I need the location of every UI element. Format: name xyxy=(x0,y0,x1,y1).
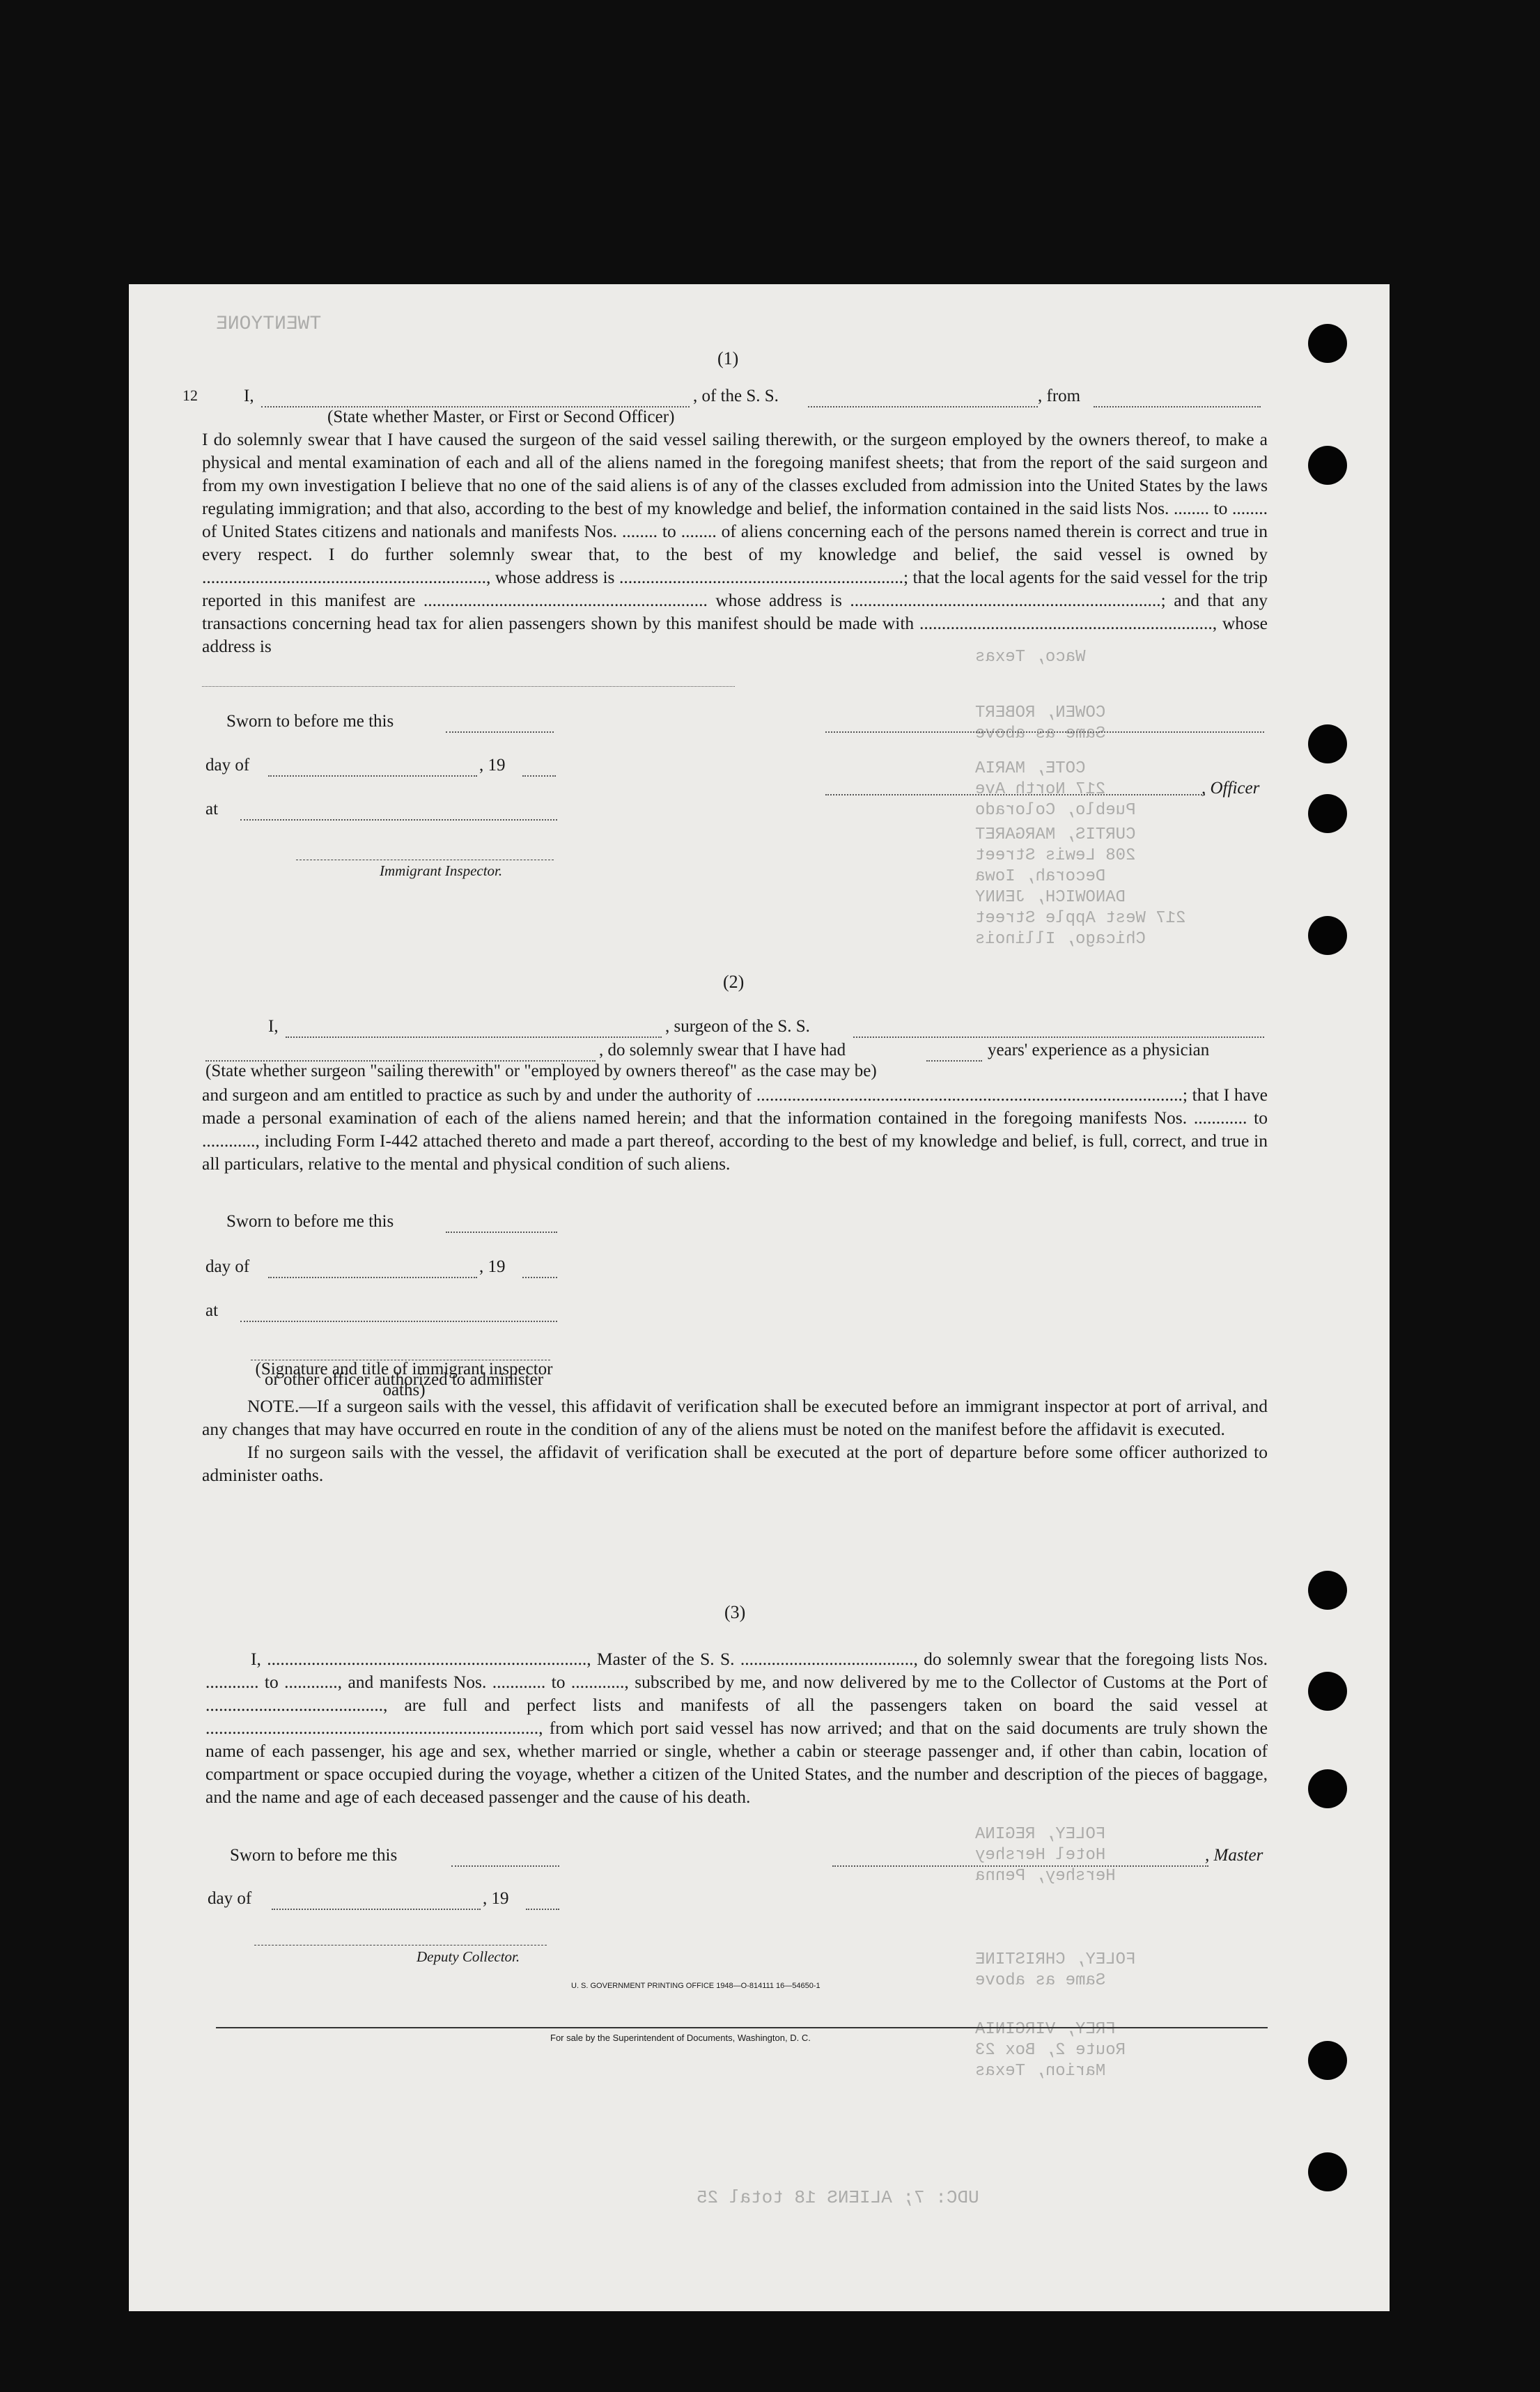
sworn-date-field[interactable] xyxy=(446,1232,557,1233)
punch-hole xyxy=(1308,2041,1347,2080)
day-of-label: day of xyxy=(205,756,250,775)
bleed-through-text: UDC: 7; ALIENS 18 total 25 xyxy=(697,2187,979,2208)
bleed-through-text: Hershey, Penna xyxy=(975,1867,1116,1886)
margin-mark: 12 xyxy=(182,387,198,404)
month-field[interactable] xyxy=(272,1909,481,1910)
note-lead: NOTE. xyxy=(247,1396,300,1416)
master-label: , Master xyxy=(1205,1846,1263,1865)
bleed-through-text: Same as above xyxy=(975,1971,1106,1990)
bleed-through-text: COWEN, ROBERT xyxy=(975,704,1106,722)
day-of-label: day of xyxy=(205,1257,250,1276)
sale-notice: For sale by the Superintendent of Documents, Washington, D. C. xyxy=(550,2033,811,2043)
officer-signature-field[interactable] xyxy=(825,794,1205,795)
year-label: , 19 xyxy=(483,1889,509,1908)
punch-hole xyxy=(1308,794,1347,833)
year-label: , 19 xyxy=(479,756,506,775)
surgeon-note xyxy=(202,1395,1268,1486)
collector-label: Deputy Collector. xyxy=(417,1948,520,1965)
surgeon-vessel-field[interactable] xyxy=(853,1036,1264,1038)
surgeon-name-field[interactable] xyxy=(286,1036,662,1038)
bleed-through-text: CURTIS, MARGARET xyxy=(975,825,1136,844)
punch-hole xyxy=(1308,2152,1347,2191)
surgeon-oath-text: and surgeon and am entitled to practice as such by and under the authority of ................................................................................................; that I have made a personal examination of each of the aliens named herein; and that the information contained in the foregoing manifests Nos. ............ to ............, including Form I-442 attached thereto and made a part thereof, according to the best of my knowledge and belief, is full, correct, and true in all particulars, relative to the mental and physical condition of such aliens. xyxy=(202,1085,1268,1174)
master-oath xyxy=(202,428,1268,658)
bleed-through-text: 208 Lewis Street xyxy=(975,846,1136,865)
signature-caption: (Signature and title of immigrant inspector or other officer authorized to administer oaths) xyxy=(255,1360,553,1399)
year-field[interactable] xyxy=(522,775,556,777)
surgeon-oath xyxy=(202,1083,1268,1175)
from-label: , from xyxy=(1038,387,1081,405)
bleed-through-text: Route 2, Box 23 xyxy=(975,2041,1126,2060)
year-field[interactable] xyxy=(522,1277,557,1278)
bleed-through-text: FOLEY, REGINA xyxy=(975,1825,1106,1844)
gpo-imprint: U. S. GOVERNMENT PRINTING OFFICE 1948—O-814111 16—54650-1 xyxy=(571,1982,820,1990)
bleed-through-text: Hotel Hershey xyxy=(975,1846,1106,1865)
vessel-line-label: , of the S. S. xyxy=(693,387,779,405)
month-field[interactable] xyxy=(268,775,477,777)
day-of-label: day of xyxy=(208,1889,252,1908)
punch-hole xyxy=(1308,324,1347,363)
vessel-name-field[interactable] xyxy=(808,406,1038,407)
sworn-label: Sworn to before me this xyxy=(226,1212,394,1231)
year-field[interactable] xyxy=(526,1909,559,1910)
bleed-through-text: DANOWICH, JENNY xyxy=(975,888,1126,907)
swear-label: , do solemnly swear that I have had xyxy=(599,1041,846,1059)
bleed-through-text: Marion, Texas xyxy=(975,2062,1106,2081)
sworn-date-field[interactable] xyxy=(451,1865,559,1867)
master-signature-field[interactable] xyxy=(832,1865,1208,1867)
years-label: years' experience as a physician xyxy=(988,1041,1210,1059)
note-text xyxy=(202,1395,1268,1440)
sworn-date-field[interactable] xyxy=(446,731,554,733)
bleed-through-text: Chicago, Illinois xyxy=(975,930,1146,949)
bleed-through-text: TWENTYONE xyxy=(216,313,322,335)
officer-caption: (State whether Master, or First or Second Officer) xyxy=(327,407,675,426)
from-port-field[interactable] xyxy=(1094,406,1261,407)
punch-hole xyxy=(1308,1769,1347,1808)
year-label: , 19 xyxy=(479,1257,506,1276)
section-number: (3) xyxy=(724,1602,746,1622)
punch-hole xyxy=(1308,1672,1347,1711)
month-field[interactable] xyxy=(268,1277,477,1278)
officer-line-label: I, xyxy=(244,387,254,405)
note-body: —If a surgeon sails with the vessel, this affidavit of verification shall be executed before an immigrant inspector at port of arrival, and any changes that may have occurred en route in the condition of any of the aliens must be noted on the manifest before the affidavit is executed. xyxy=(202,1396,1268,1439)
note2-text: If no surgeon sails with the vessel, the affidavit of verification shall be executed at the port of departure before some officer authorized to administer oaths. xyxy=(202,1442,1268,1485)
sworn-label: Sworn to before me this xyxy=(226,712,394,731)
bleed-through-text: Waco, Texas xyxy=(975,648,1086,667)
section-number: (2) xyxy=(723,972,745,992)
surgeon-of-label: , surgeon of the S. S. xyxy=(665,1017,810,1036)
place-field[interactable] xyxy=(240,1321,557,1322)
inspector-label: Immigrant Inspector. xyxy=(380,862,503,879)
punch-hole xyxy=(1308,446,1347,485)
surgeon-i-label: I, xyxy=(268,1017,279,1036)
bleed-through-text: Same as above xyxy=(975,724,1106,743)
years-field[interactable] xyxy=(926,1060,982,1062)
officer-label: , Officer xyxy=(1201,779,1260,798)
punch-hole xyxy=(1308,1571,1347,1610)
section-number: (1) xyxy=(717,348,739,368)
at-label: at xyxy=(205,800,219,818)
punch-hole xyxy=(1308,724,1347,763)
surgeon-caption: (State whether surgeon "sailing therewith" or "employed by owners thereof" as the case may be) xyxy=(205,1062,877,1080)
footer-rule xyxy=(216,2027,1268,2028)
master-oath-text: I do solemnly swear that I have caused the surgeon of the said vessel sailing therewith, or the surgeon employed by the owners thereof, to make a physical and mental examination of each and all of the aliens named in the foregoing manifest sheets; that from the report of the said surgeon and from my own investigation I believe that no one of the said aliens is of any of the classes excluded from admission into the United States by the laws regulating immigration; and that also, according to the best of my knowledge and belief, the information contained in the said lists Nos. ........ to ........ of United States citizens and nationals and manifests Nos. ........ to ........ of aliens concerning each of the persons named therein is correct and true in every respect. I do further solemnly swear that, to the best of my knowledge and belief, the said vessel is owned by ................................................................, whose address is ................................................................; that the local agents for the said vessel for the trip reported in this manifest are ................................................................ whose address is ......................................................................; and that any transactions concerning head tax for alien passengers shown by this manifest should be made with .................................................................., whose address is xyxy=(202,429,1268,656)
bleed-through-text: Pueblo, Colorado xyxy=(975,801,1136,820)
collector-signature-line[interactable] xyxy=(254,1945,547,1946)
place-field[interactable] xyxy=(240,819,557,821)
bleed-through-text: FOLEY, CHRISTINE xyxy=(975,1950,1136,1969)
signature-field[interactable] xyxy=(825,731,1264,733)
rule xyxy=(202,686,735,687)
sworn-label: Sworn to before me this xyxy=(230,1846,398,1865)
bleed-through-text: COTE, MARIA xyxy=(975,759,1086,778)
bleed-through-text: 217 North Ave xyxy=(975,780,1106,799)
collector-oath xyxy=(205,1647,1268,1808)
bleed-through-text: 217 West Apple Street xyxy=(975,909,1186,928)
bleed-through-text: FREY, VIRGINIA xyxy=(975,2020,1116,2039)
bleed-through-text: Decorah, Iowa xyxy=(975,867,1106,886)
collector-oath-text: I, ........................................................................, Master of the S. S. ......................................., do solemnly swear that the foregoing lists Nos. ............ to ............, and manifests Nos. ............ to ............, subscribed by me, and now delivered by me to the Collector of Customs at the Port of ........................................, are full and perfect lists and manifests of all the passengers taken on board the said vessel at ..........................................................................., from which port said vessel has now arrived; and that on the said documents are truly shown the name of each passenger, his age and sex, whether married or single, whether a cabin or steerage passenger and, if other than cabin, location of compartment or space occupied during the voyage, whether a citizen of the United States, and the number and description of the pieces of baggage, and the name and age of each deceased passenger and the cause of his death. xyxy=(205,1649,1268,1807)
punch-hole xyxy=(1308,916,1347,955)
at-label: at xyxy=(205,1301,219,1320)
